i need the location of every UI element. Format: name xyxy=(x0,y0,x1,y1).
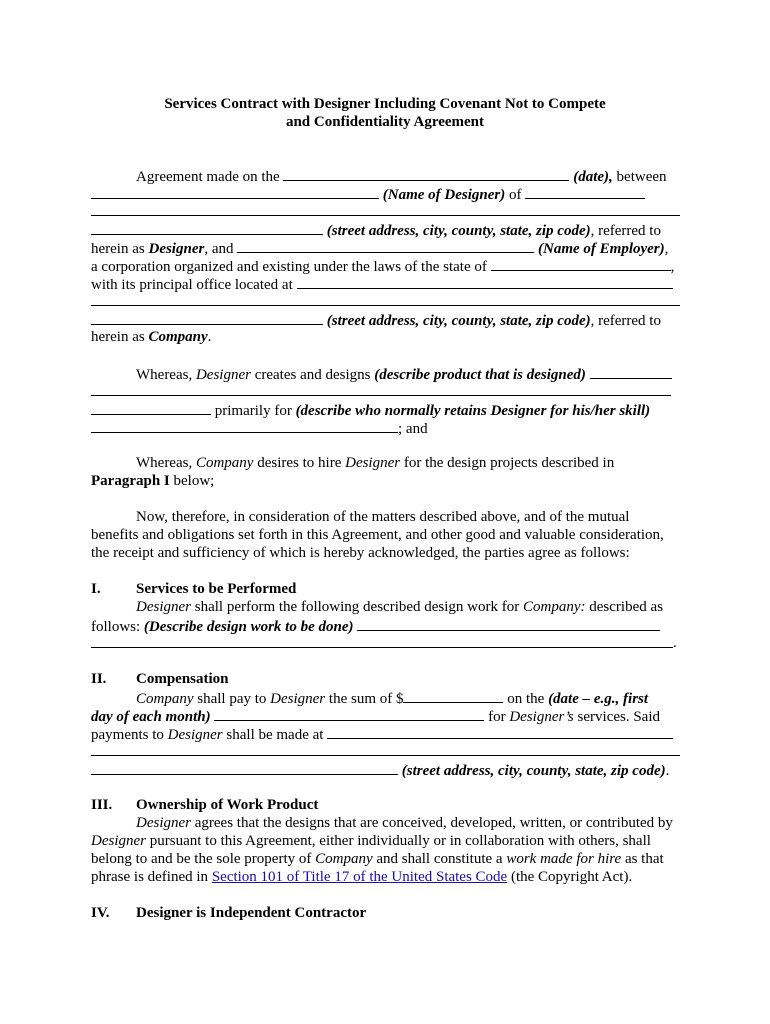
copyright-act-link[interactable]: Section 101 of Title 17 of the United States Code xyxy=(211,869,508,885)
designer-name-blank[interactable] xyxy=(91,184,379,199)
document-title-line-1: Services Contract with Designer Including Covenant Not to Compete xyxy=(164,96,606,112)
section-3-heading: Ownership of Work Product xyxy=(136,797,319,813)
whereas-1-line-4: ; and xyxy=(91,418,428,438)
intro-line-4: (street address, city, county, state, zip code), referred to xyxy=(91,220,661,240)
intro-line-2: (Name of Designer) of xyxy=(91,184,645,204)
section-1-line-2: follows: (Describe design work to be done) xyxy=(91,616,660,636)
address-blank-line-1[interactable] xyxy=(91,215,680,216)
whereas-2-line-1: Whereas, Company desires to hire Designer for the design projects described in xyxy=(136,455,615,471)
now-line-2: benefits and obligations set forth in this Agreement, and other good and valuable consideration, xyxy=(91,527,664,543)
office-blank[interactable] xyxy=(297,274,673,289)
intro-line-7: with its principal office located at xyxy=(91,274,673,294)
section-1-number: I. xyxy=(91,581,101,597)
section-1-line-1: Designer shall perform the following described design work for Company: described as xyxy=(136,599,663,615)
payment-location-blank[interactable] xyxy=(327,724,673,739)
intro-line-1: Agreement made on the (date), between xyxy=(136,166,667,186)
section-2-line-2: day of each month) for Designer’s services. Said xyxy=(91,706,660,726)
section-3-line-4: phrase is defined in Section 101 of Title 17 of the United States Code (the Copyright Act). xyxy=(91,869,633,885)
whereas-2-line-2: Paragraph I below; xyxy=(91,473,215,489)
design-work-blank-line[interactable] xyxy=(91,647,673,648)
section-4-number: IV. xyxy=(91,905,110,921)
section-2-heading: Compensation xyxy=(136,671,229,687)
section-2-line-3: payments to Designer shall be made at xyxy=(91,724,673,744)
document-title-line-2: and Confidentiality Agreement xyxy=(285,114,485,130)
intro-line-6: a corporation organized and existing under the laws of the state of , xyxy=(91,256,674,276)
section-1-period: . xyxy=(673,635,677,651)
product-blank-line[interactable] xyxy=(91,395,671,396)
now-line-3: the receipt and sufficiency of which is hereby acknowledged, the parties agree as follows: xyxy=(91,545,630,561)
address-blank-line-2[interactable] xyxy=(91,305,680,306)
section-2-line-5: (street address, city, county, state, zip code). xyxy=(91,760,669,780)
payment-date-blank[interactable] xyxy=(214,706,484,721)
whereas-1-line-3: primarily for (describe who normally retains Designer for his/her skill) xyxy=(91,400,650,420)
employer-name-blank[interactable] xyxy=(237,238,534,253)
section-4-heading: Designer is Independent Contractor xyxy=(136,905,367,921)
date-blank[interactable] xyxy=(283,166,569,181)
company-address-blank[interactable] xyxy=(91,310,323,325)
product-blank-end[interactable] xyxy=(91,400,211,415)
retains-blank[interactable] xyxy=(91,418,398,433)
section-3-line-3: belong to and be the sole property of Company and shall constitute a work made for hire as that xyxy=(91,851,664,867)
design-work-blank[interactable] xyxy=(357,616,660,631)
intro-line-9: (street address, city, county, state, zip code), referred to xyxy=(91,310,661,330)
designer-address-blank[interactable] xyxy=(91,220,323,235)
section-3-line-2: Designer pursuant to this Agreement, either individually or in collaboration with others, shall xyxy=(91,833,651,849)
section-1-heading: Services to be Performed xyxy=(136,581,297,597)
section-3-number: III. xyxy=(91,797,113,813)
whereas-1-line-1: Whereas, Designer creates and designs (describe product that is designed) xyxy=(136,364,672,384)
intro-line-5: herein as Designer, and (Name of Employer), xyxy=(91,238,668,258)
section-2-line-1: Company shall pay to Designer the sum of $ on the (date – e.g., first xyxy=(136,688,648,708)
designer-of-blank[interactable] xyxy=(525,184,645,199)
intro-line-10: herein as Company. xyxy=(91,329,212,345)
sum-blank[interactable] xyxy=(403,688,503,703)
payment-address-blank-line[interactable] xyxy=(91,755,680,756)
now-line-1: Now, therefore, in consideration of the matters described above, and of the mutual xyxy=(136,509,630,525)
state-blank[interactable] xyxy=(491,256,671,271)
section-3-line-1: Designer agrees that the designs that are conceived, developed, written, or contributed by xyxy=(136,815,673,831)
payment-address-blank[interactable] xyxy=(91,760,398,775)
product-blank[interactable] xyxy=(590,364,672,379)
section-2-number: II. xyxy=(91,671,107,687)
